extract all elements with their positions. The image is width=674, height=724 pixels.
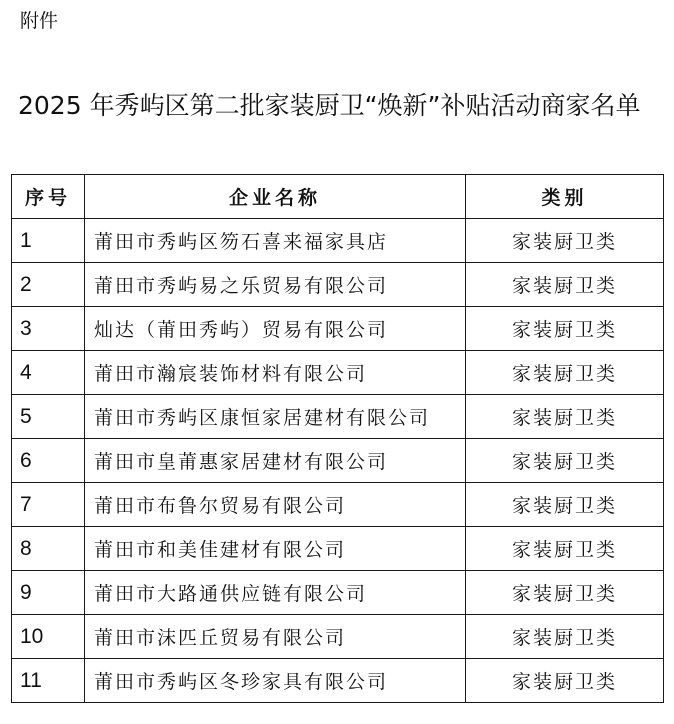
table-row [12,615,664,659]
attachment-label: 附件 [20,10,59,32]
row-company: 莆田市秀屿易之乐贸易有限公司 [85,263,466,307]
row-category: 家装厨卫类 [466,351,664,395]
row-company: 莆田市布鲁尔贸易有限公司 [85,483,466,527]
row-index: 7 [12,483,85,527]
row-index: 6 [12,439,85,483]
row-company: 莆田市大路通供应链有限公司 [85,571,466,615]
header-category: 类别 [466,175,664,219]
row-index: 1 [12,219,85,263]
table-row [12,263,664,307]
table-row [12,659,664,703]
row-company: 莆田市瀚宸装饰材料有限公司 [85,351,466,395]
header-index: 序号 [12,175,85,219]
table-row [12,219,664,263]
row-index: 10 [12,615,85,659]
row-company: 灿达（莆田秀屿）贸易有限公司 [85,307,466,351]
row-category: 家装厨卫类 [466,439,664,483]
row-company: 莆田市秀屿区康恒家居建材有限公司 [85,395,466,439]
table-row [12,395,664,439]
row-company: 莆田市秀屿区笏石喜来福家具店 [85,219,466,263]
table-row [12,307,664,351]
row-category: 家装厨卫类 [466,659,664,703]
row-company: 莆田市和美佳建材有限公司 [85,527,466,571]
header-company: 企业名称 [85,175,466,219]
row-index: 5 [12,395,85,439]
row-category: 家装厨卫类 [466,483,664,527]
table-row [12,571,664,615]
row-category: 家装厨卫类 [466,219,664,263]
table-row [12,527,664,571]
row-category: 家装厨卫类 [466,395,664,439]
table-header-row [12,175,664,219]
row-category: 家装厨卫类 [466,615,664,659]
row-index: 8 [12,527,85,571]
row-company: 莆田市秀屿区冬珍家具有限公司 [85,659,466,703]
row-index: 3 [12,307,85,351]
row-category: 家装厨卫类 [466,571,664,615]
row-index: 9 [12,571,85,615]
row-index: 2 [12,263,85,307]
row-category: 家装厨卫类 [466,263,664,307]
row-index: 4 [12,351,85,395]
document-title: 2025 年秀屿区第二批家装厨卫“焕新”补贴活动商家名单 [18,91,641,120]
merchant-table [11,174,664,703]
row-company: 莆田市沫匹丘贸易有限公司 [85,615,466,659]
table-row [12,439,664,483]
table-row [12,351,664,395]
row-index: 11 [12,659,85,703]
row-company: 莆田市皇莆惠家居建材有限公司 [85,439,466,483]
row-category: 家装厨卫类 [466,307,664,351]
table-row [12,483,664,527]
row-category: 家装厨卫类 [466,527,664,571]
